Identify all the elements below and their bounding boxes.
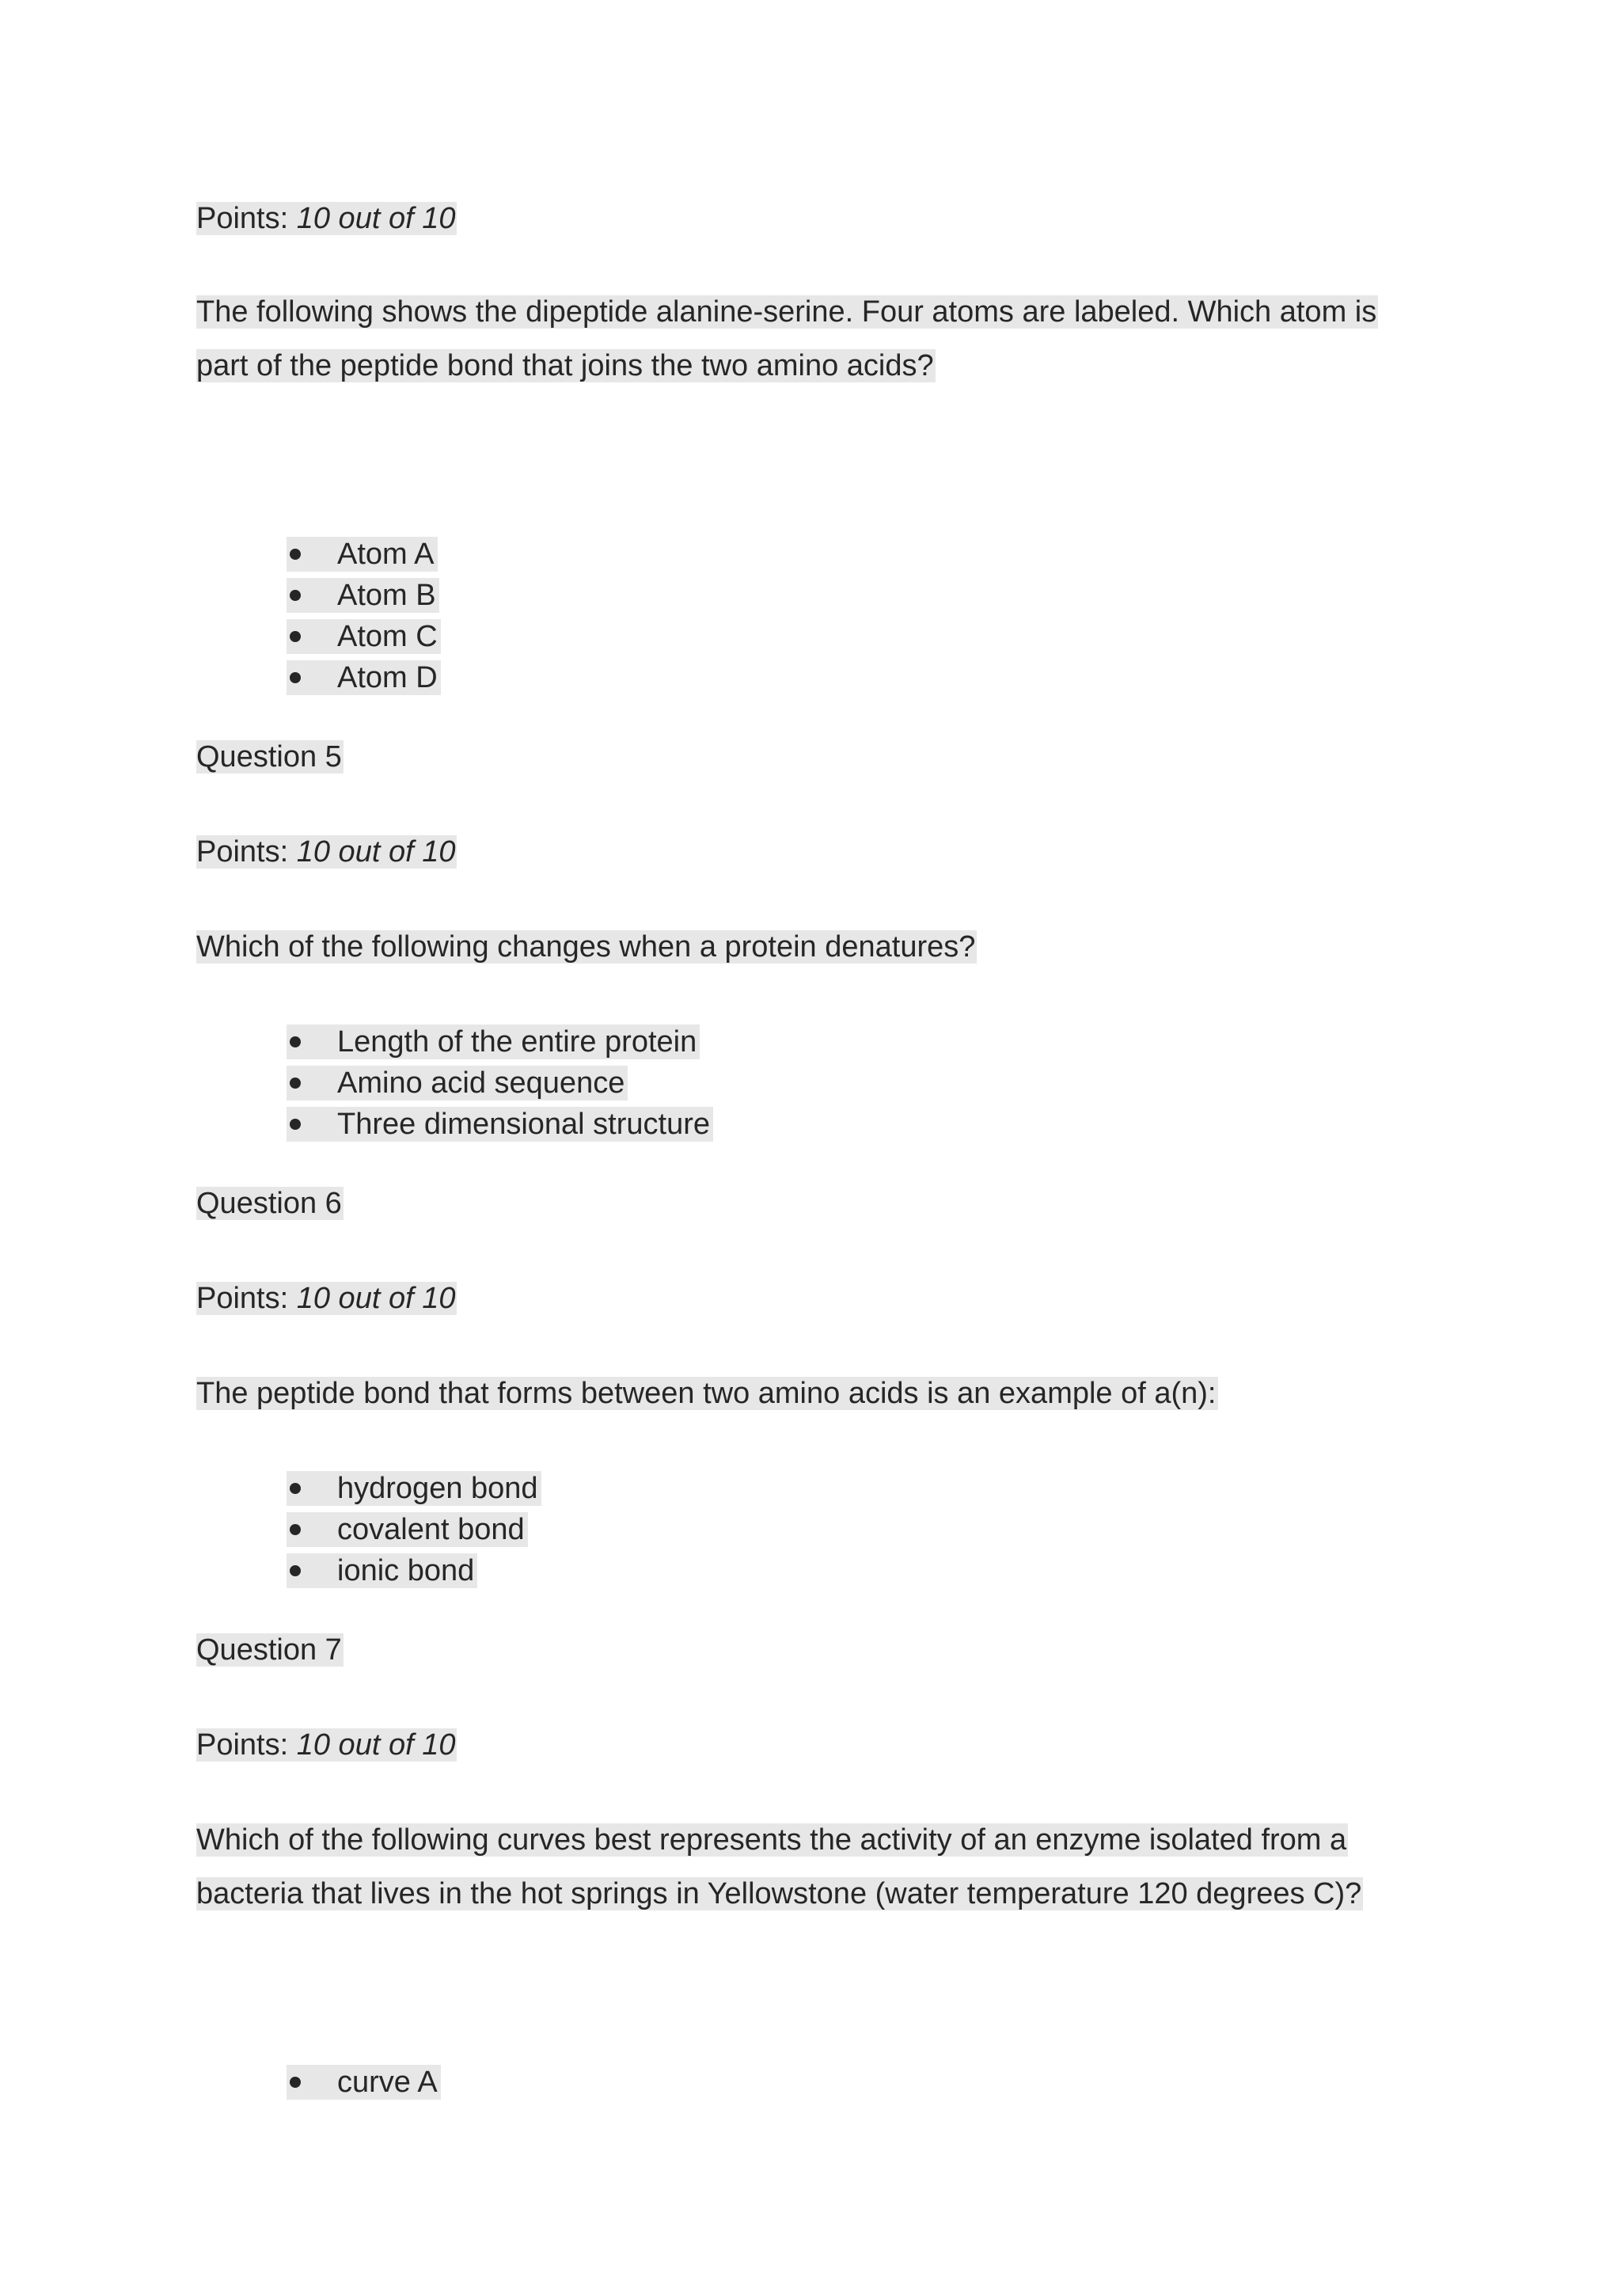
answer-option[interactable] bbox=[287, 534, 441, 575]
answer-option[interactable] bbox=[287, 2062, 441, 2103]
points-line bbox=[196, 198, 457, 239]
bullet-icon bbox=[290, 1119, 301, 1130]
answer-option[interactable] bbox=[287, 1468, 541, 1509]
question-text bbox=[196, 1819, 1348, 1861]
points-label: Points: bbox=[196, 835, 297, 869]
points-line bbox=[196, 831, 457, 872]
points-value: 10 out of 10 bbox=[296, 202, 456, 235]
option-label: Atom B bbox=[337, 579, 436, 612]
answer-option[interactable] bbox=[287, 1021, 713, 1062]
option-label: Atom C bbox=[337, 620, 438, 653]
option-label: Three dimensional structure bbox=[337, 1108, 710, 1141]
option-label: Length of the entire protein bbox=[337, 1025, 697, 1059]
question-line-2: bacteria that lives in the hot springs in Yellowstone (water temperature 120 degrees C)? bbox=[196, 1877, 1362, 1910]
question-title bbox=[196, 1629, 344, 1671]
bullet-icon bbox=[290, 1483, 301, 1494]
points-value: 10 out of 10 bbox=[296, 1728, 456, 1762]
answer-option[interactable] bbox=[287, 1104, 713, 1145]
answer-option[interactable] bbox=[287, 657, 441, 698]
question-text bbox=[196, 1373, 1218, 1414]
option-label: covalent bond bbox=[337, 1513, 525, 1546]
answer-option[interactable] bbox=[287, 1550, 541, 1591]
bullet-icon bbox=[290, 1565, 301, 1576]
option-label: ionic bond bbox=[337, 1554, 475, 1587]
answer-option[interactable] bbox=[287, 616, 441, 657]
bullet-icon bbox=[290, 1078, 301, 1089]
option-label: hydrogen bond bbox=[337, 1472, 538, 1505]
points-label: Points: bbox=[196, 202, 297, 235]
bullet-icon bbox=[290, 1036, 301, 1047]
question-text bbox=[196, 291, 1378, 333]
question-text bbox=[196, 1873, 1363, 1914]
answer-options bbox=[287, 1468, 541, 1591]
answer-options bbox=[287, 1021, 713, 1145]
points-value: 10 out of 10 bbox=[296, 835, 456, 869]
bullet-icon bbox=[290, 590, 301, 601]
bullet-icon bbox=[290, 2077, 301, 2088]
question-line-1: The peptide bond that forms between two amino acids is an example of a(n): bbox=[196, 1377, 1217, 1410]
points-line bbox=[196, 1724, 457, 1766]
answer-option[interactable] bbox=[287, 1062, 713, 1104]
points-label: Points: bbox=[196, 1728, 297, 1762]
question-title bbox=[196, 1183, 344, 1224]
points-line bbox=[196, 1278, 457, 1319]
option-label: curve A bbox=[337, 2066, 438, 2099]
option-label: Atom A bbox=[337, 538, 435, 571]
question-line-1: Which of the following curves best represents the activity of an enzyme isolated from a bbox=[196, 1823, 1347, 1857]
bullet-icon bbox=[290, 672, 301, 683]
answer-options bbox=[287, 534, 441, 698]
question-title-text: Question 7 bbox=[196, 1633, 342, 1667]
option-label: Amino acid sequence bbox=[337, 1066, 625, 1100]
bullet-icon bbox=[290, 549, 301, 560]
question-title-text: Question 5 bbox=[196, 740, 342, 774]
question-line-1: The following shows the dipeptide alanine-serine. Four atoms are labeled. Which atom is bbox=[196, 295, 1377, 329]
answer-options bbox=[287, 2062, 441, 2103]
question-title bbox=[196, 736, 344, 777]
question-text bbox=[196, 926, 977, 967]
question-text bbox=[196, 345, 936, 386]
answer-option[interactable] bbox=[287, 1509, 541, 1550]
question-line-2: part of the peptide bond that joins the two amino acids? bbox=[196, 349, 934, 382]
points-label: Points: bbox=[196, 1282, 297, 1315]
points-value: 10 out of 10 bbox=[296, 1282, 456, 1315]
bullet-icon bbox=[290, 1524, 301, 1535]
answer-option[interactable] bbox=[287, 575, 441, 616]
question-title-text: Question 6 bbox=[196, 1187, 342, 1220]
question-line-1: Which of the following changes when a protein denatures? bbox=[196, 930, 976, 964]
option-label: Atom D bbox=[337, 661, 438, 694]
bullet-icon bbox=[290, 631, 301, 642]
